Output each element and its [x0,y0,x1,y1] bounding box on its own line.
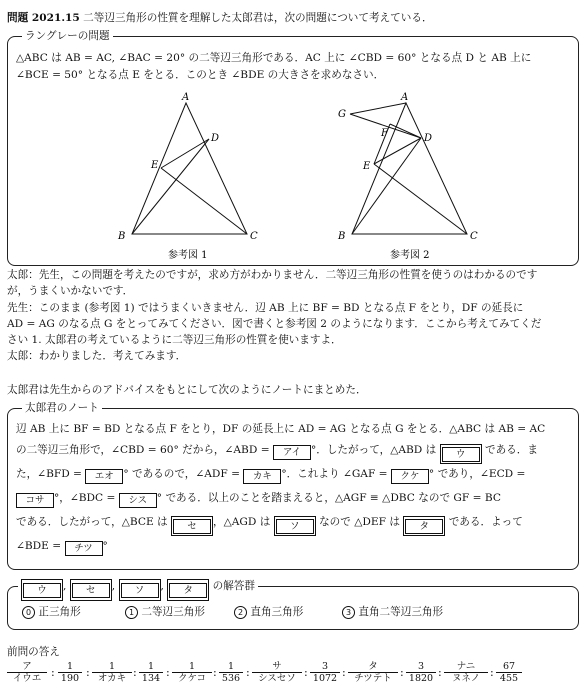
question-number: 問題 2021.15 [7,12,80,24]
answer-box-so: ソ [274,516,316,536]
dialogue-line-4: AD = AG のなる点 G をとってみてください．図で書くと参考図 2 のようになります．ここから考えてみてくだ [7,318,542,330]
note-row-6: ∠BDE = チツ ° [16,540,108,554]
note-row-2: の二等辺三角形で，∠CBD = 60° だから，∠ABD = アイ °．したがって，△ABD は ウ である．ま [16,442,538,464]
choice-item-1: 1 二等辺三角形 [125,604,205,620]
answer-box-eo: エオ [85,469,123,484]
choices-legend: ウ , セ , ソ , タ の解答群 [18,577,258,595]
note-row-5: である．したがって，△BCE は セ ，△AGD は ソ なので △DEF は タ である．よって [16,514,523,536]
fig1-label-d: D [211,133,220,144]
prev-answer-5: タ チツテト [348,661,398,684]
reference-figure-1 [110,92,280,262]
dialogue-line-6: 太郎：わかりました．考えてみます． [7,350,187,362]
prev-answer-2-value: 1 134 [139,661,163,684]
question-header [7,10,433,26]
note-row-3: た，∠BFD = エオ ° であるので，∠ADF = カキ °．これより ∠GAF = クケ ° であり，∠ECD = [16,468,526,482]
fig2-label-g: G [338,109,346,120]
answer-box-chitsu: チツ [65,541,103,556]
note-row-1: 辺 AB 上に BF = BD となる点 F をとり，DF の延長上に AD = AG となる点 G をとる．△ABC は AB = AC [16,423,546,435]
answer-box-kuke: クケ [391,469,429,484]
choice-legend-box-u: ウ [21,579,63,601]
fig1-label-b: B [118,231,126,242]
prev-answer-1-value: 1 190 [58,661,82,684]
question-intro: 二等辺三角形の性質を理解した太郎君は，次の問題について考えている． [83,12,433,24]
prev-answer-6: ナニ ヌネノ [444,661,488,684]
problem-line-1: △ABC は AB = AC, ∠BAC = 20° の二等辺三角形である．AC 上に ∠CBD = 60° となる点 D と AB 上に [16,52,532,64]
reference-figure-2 [330,92,500,262]
prev-answer-2: 1 オカキ [92,661,132,684]
choice-legend-box-se: セ [70,579,112,601]
dialogue-line-3: 先生：このまま (参考図 1) ではうまくいきません．辺 AB 上に BF = BD となる点 F をとり，DF の延長に [7,302,524,314]
prev-answer-6-value: 67 455 [496,661,522,684]
fig2-label-f: F [381,128,388,139]
prev-answer-3: 1 クケコ [172,661,212,684]
fig2-label-c: C [470,231,478,242]
fig1-caption: 参考図 1 [168,250,208,261]
fig2-label-d: D [424,133,433,144]
choice-number-1: 1 [125,606,138,619]
choice-legend-box-ta: タ [167,579,209,601]
problem-line-2: ∠BCE = 50° となる点 E をとる．このとき ∠BDE の大きさを求めなさい． [16,69,385,81]
dialogue-line-1: 太郎：先生，この問題を考えたのですが，求め方がわかりません．二等辺三角形の性質を使うのはわかるのです [7,269,538,281]
choice-number-2: 2 [234,606,247,619]
answer-box-kosa: コサ [16,493,54,508]
fig2-caption: 参考図 2 [390,250,430,261]
dialogue-line-2: が，うまくいかないです． [7,285,134,297]
fig2-label-e: E [363,161,371,172]
answer-box-shisu: シス [119,493,157,508]
choice-item-3: 3 直角二等辺三角形 [342,604,443,620]
note-row-4: コサ °，∠BDC = シス ° である．以上のことを踏まえると，△AGF ≡ △DBC なので GF = BC [16,490,501,508]
choice-legend-box-so: ソ [119,579,161,601]
fig2-label-a: A [401,92,409,103]
choice-item-2: 2 直角三角形 [234,604,303,620]
prev-answer-4-value: 3 1072 [310,661,340,684]
note-legend: 太郎君のノート [22,401,102,415]
answer-box-se: セ [171,516,213,536]
choice-number-3: 3 [342,606,355,619]
fig1-label-e: E [151,160,159,171]
dialogue-line-5: さい 1. 太郎君の考えているように二等辺三角形の性質を使いますよ． [7,334,342,346]
prev-answer-3-value: 1 536 [219,661,243,684]
problem-legend: ラングレーの問題 [22,29,113,43]
answer-box-ta: タ [403,516,445,536]
prev-answers-title: 前問の答え [7,646,60,658]
prev-answer-1: ア イウエ [7,661,47,684]
choice-number-0: 0 [22,606,35,619]
fig1-label-c: C [250,231,258,242]
note-intro: 太郎君は先生からのアドバイスをもとにして次のようにノートにまとめた． [7,384,367,396]
fig1-label-a: A [182,92,190,103]
answer-box-u: ウ [440,444,482,464]
answer-box-kaki: カキ [243,469,281,484]
answer-box-ai: アイ [273,445,311,460]
prev-answer-5-value: 3 1820 [406,661,436,684]
prev-answer-4: サ シスセソ [252,661,302,684]
fig2-label-b: B [338,231,346,242]
choice-item-0: 0 正三角形 [22,604,81,620]
